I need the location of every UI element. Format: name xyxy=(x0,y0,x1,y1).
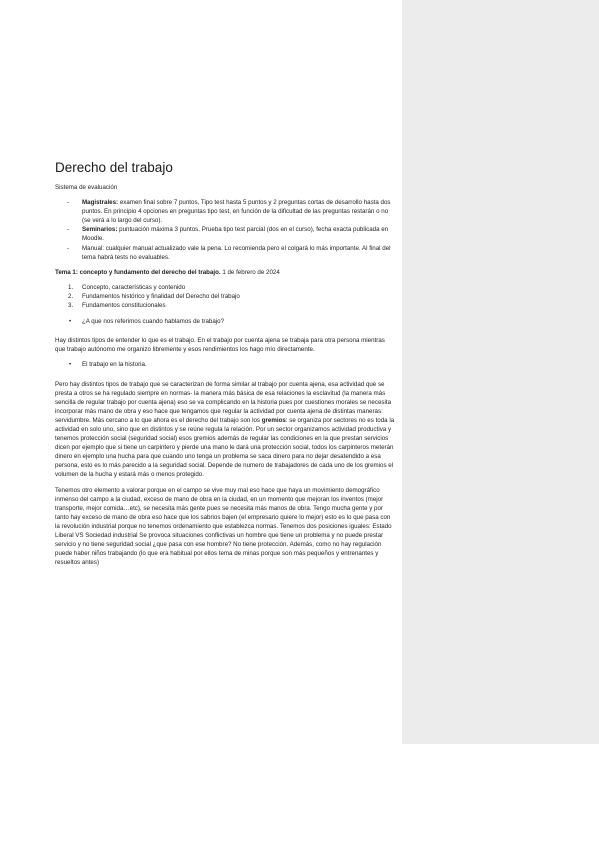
bullet-marker: • xyxy=(69,361,72,369)
evaluation-list xyxy=(55,198,395,262)
paragraph: Pero hay distintos tipos de trabajo que se caracterizan de forma similar al trabajo por cuenta ajena, esa actividad que se presta a otros se ha regulado siempre en normas- la manera más básica de esa relaciones la esclavitud (la manera más sencilla de regular trabajo por cuenta ajena) eso se va complicando en la historia pues por cuestiones morales se necesita incorporar más mano de obra y eso hace que tengamos que regular la actividad por cuenta ajena de distintas maneras: servidumbre. Más cercano a lo que ahora es el derecho del trabajo son los gremios: se organiza por sectores no es toda la actividad en solo uno, sino que en distintos y se reúne regula la relación. Por un sector organizamos actividad productiva y tenemos protección social (seguridad social) esos gremios además de regular las condiciones en la que prestan servicios dicen por ejemplo que si tiene un carpintero y pierde una mano le dará una protección social, todos los carpinteros meterán dinero en ejemplo una hucha para que cuando uno tenga un problema se saca dinero para no dejar desatendido a esa persona, esto es lo más parecido a la seguridad social. Depende de numero de trabajadores de cada uno de los gremios el volumen de la hucha y estará más o menos protegido. xyxy=(55,380,395,479)
paragraph: Hay distintos tipos de entender lo que es el trabajo. En el trabajo por cuenta ajena se trabaja para otra persona mientras que trabajo autónomo me organizo libremente y esos rendimientos los hago mío directamente. xyxy=(55,337,385,354)
topic-item: 2. Fundamentos histórico y finalidad del Derecho del trabajo xyxy=(68,292,240,300)
theme-line: Tema 1: concepto y fundamento del derecho del trabajo. 1 de febrero de 2024 xyxy=(55,268,280,276)
history-bullet: • El trabajo en la historia. xyxy=(69,361,147,369)
paragraph: Tenemos otro elemento a valorar porque en el campo se vive muy mal eso hace que haya un movimiento demográfico inmenso del campo a la ciudad, exceso de mano de obra en la ciudad, en un momento que mejoran los inventos (mejor transporte, mejor comida…etc), se necesita más gente pues se necesita más manos de obra. Tengo mucha gente y por tanto hay exceso de mano de obra eso hace que los sabrios bajen (el empresario quiere lo mejor) esto es lo que pasa con la revolución industrial porque no tenemos ordenamiento que establezca normas. Tenemos dos posiciones iguales: Estado Liberal VS Sociedad industrial Se provoca situaciones conflictivas un hombre que tiene un problema y no puede prestar servicio y no tiene seguridad social ¿que pasa con ese hombre? No tiene protección. Además, como no hay regulación puede haber niños trabajando (lo que era habitual por ellos tema de minas porque son más pequeños y entrenantes y resueltos antes) xyxy=(55,486,392,567)
evaluation-item-seminarios: - Seminarios: puntuación máxima 3 puntos. Prueba tipo test parcial (dos en el curso), fecha exacta publicada en Moodle. xyxy=(67,226,389,243)
evaluation-item-manual: - Manual: cualquier manual actualizado vale la pena. Lo recomienda pero el colgará lo más importante. Al final del tema habrá tests no evaluables. xyxy=(67,244,391,261)
topic-item: 1. Concepto, características y contenido xyxy=(68,283,186,291)
document-title: Derecho del trabajo xyxy=(55,160,173,175)
comment-pane xyxy=(402,0,599,744)
question-bullet: • ¿A que nos referimos cuando hablamos de trabajo? xyxy=(69,318,225,326)
evaluation-heading: Sistema de evaluación xyxy=(55,184,118,191)
topic-item: 3. Fundamentos constitucionales xyxy=(68,302,166,310)
bullet-marker: • xyxy=(69,318,72,326)
dash-marker: - xyxy=(67,199,70,207)
dash-marker: - xyxy=(67,244,70,252)
dash-marker: - xyxy=(67,226,70,234)
document-body xyxy=(55,160,395,573)
evaluation-item-magistrales: - Magistrales: examen final sobre 7 puntos, Tipo test hasta 5 puntos y 2 preguntas cortas de desarrollo hasta dos puntos. En principio 4 opciones en preguntas tipo test, en función de la dificultad de las preguntas restarán o no (se verá a lo largo del curso). xyxy=(67,199,391,225)
topics-list xyxy=(55,283,395,310)
